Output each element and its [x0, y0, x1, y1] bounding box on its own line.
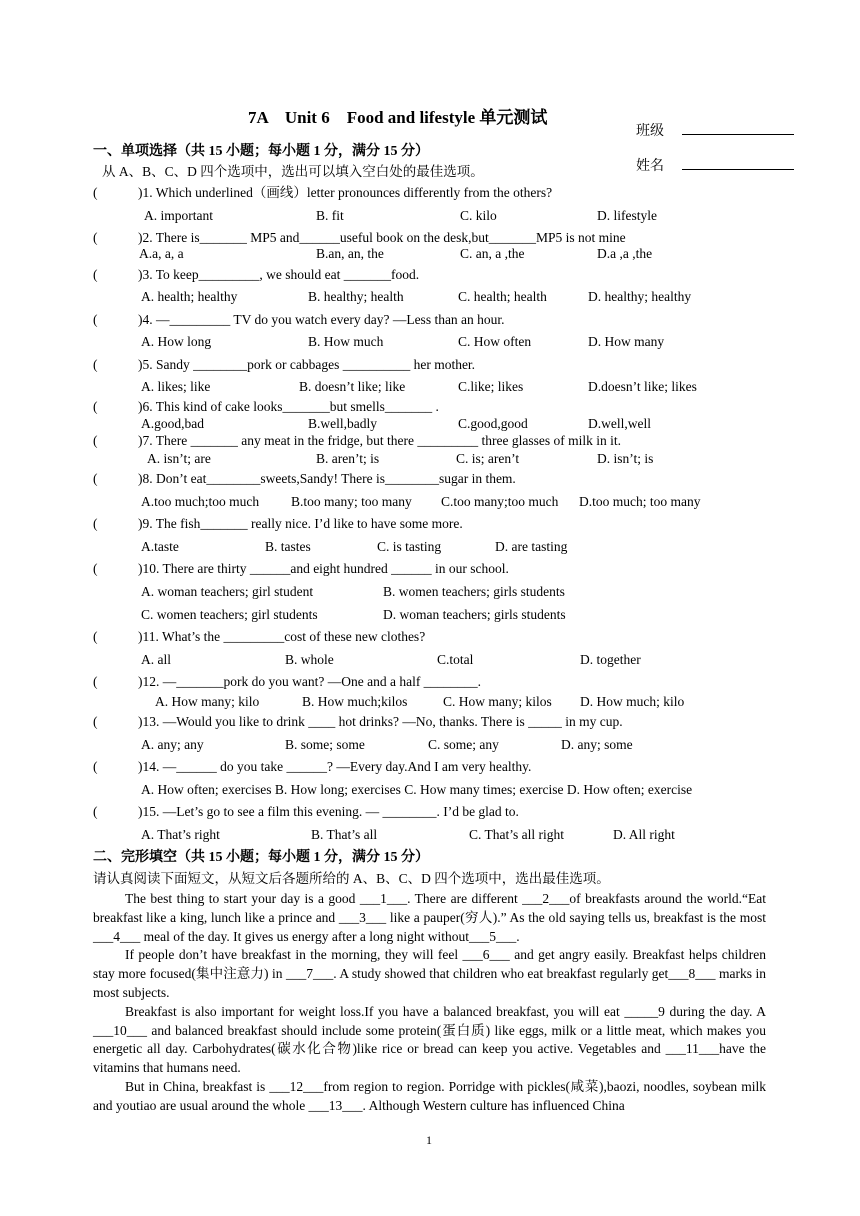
class-label: 班级 [636, 124, 664, 139]
answer-option[interactable]: C. kilo [460, 208, 497, 223]
passage-paragraph: The best thing to start your day is a good ___1___. There are different ___2___of breakfasts around the world.“Eat breakfast like a king, lunch like a prince and ___3___ like a pauper(穷人).” As the old saying tells us, breakfast is the most ___4___ meal of the day. It gives us energy after a long night without___5___. [93, 891, 766, 944]
answer-option[interactable]: D. woman teachers; girls students [383, 607, 566, 622]
name-label: 姓名 [636, 159, 664, 174]
answer-option[interactable]: D. any; some [561, 737, 633, 752]
page-title: 7A Unit 6 Food and lifestyle 单元测试 [248, 108, 548, 127]
answer-option[interactable]: B.well,badly [308, 416, 377, 431]
answer-option[interactable]: C.good,good [458, 416, 528, 431]
passage-paragraph: But in China, breakfast is ___12___from region to region. Porridge with pickles(咸菜),baozi, noodles, soybean milk and youtiao are usual around the whole ___13___. Although Western culture has influenced China [93, 1078, 766, 1113]
answer-option[interactable]: B. How much [308, 334, 384, 349]
answer-option[interactable]: D. How many [588, 334, 665, 349]
answer-option[interactable]: C.too many;too much [441, 494, 559, 509]
answer-option[interactable]: B. healthy; health [308, 289, 404, 304]
answer-option[interactable]: B. tastes [265, 539, 311, 554]
answer-option[interactable]: C. That’s all right [469, 827, 564, 842]
answer-option[interactable]: D. healthy; healthy [588, 289, 692, 304]
answer-option[interactable]: D. All right [613, 827, 675, 842]
section1-instruction: 从 A、B、C、D 四个选项中，选出可以填入空白处的最佳选项。 [102, 164, 484, 179]
cloze-passage [93, 890, 766, 1116]
answer-option[interactable]: B.too many; too many [291, 494, 412, 509]
answer-option[interactable]: B. How much;kilos [302, 694, 408, 709]
answer-option[interactable]: A. isn’t; are [147, 451, 211, 466]
answer-option[interactable]: D. How often; exercise [566, 782, 693, 797]
question-stem: ( )8. Don’t eat________sweets,Sandy! There is________sugar in them. [93, 471, 516, 486]
answer-option[interactable]: C. some; any [428, 737, 499, 752]
answer-option[interactable]: C. is tasting [377, 539, 442, 554]
answer-option[interactable]: A. How often; exercises [141, 782, 272, 797]
question-stem: ( )10. There are thirty ______and eight hundred ______ in our school. [93, 561, 509, 576]
answer-options-row [141, 782, 692, 798]
class-field [636, 122, 794, 140]
answer-option[interactable]: A. health; healthy [141, 289, 238, 304]
answer-option[interactable]: B. women teachers; girls students [383, 584, 565, 599]
answer-option[interactable]: D. isn’t; is [597, 451, 654, 466]
question-stem: ( )2. There is_______ MP5 and______useful book on the desk,but_______MP5 is not mine [93, 230, 626, 245]
section1-heading: 一、单项选择（共 15 小题；每小题 1 分，满分 15 分） [93, 144, 429, 159]
answer-option[interactable]: C. is; aren’t [456, 451, 520, 466]
question-stem: ( )11. What’s the _________cost of these new clothes? [93, 629, 426, 644]
answer-option[interactable]: D.well,well [588, 416, 651, 431]
answer-option[interactable]: C. How many; kilos [443, 694, 552, 709]
answer-option[interactable]: D.a ,a ,the [597, 246, 653, 261]
passage-paragraph: Breakfast is also important for weight loss.If you have a balanced breakfast, you will eat _____9 during the day. A ___10___ and balanced breakfast should include some protein(蛋白质) like eggs, milk or a little meat, which makes you energetic all day. Carbohydrates(碳水化合物)like rice or bread can keep you active. Vegetables and ___11___have the vitamins that humans need. [93, 1003, 766, 1076]
answer-option[interactable]: D. are tasting [495, 539, 568, 554]
answer-option[interactable]: C. How many times; exercise [404, 782, 564, 797]
answer-option[interactable]: D.doesn’t like; likes [588, 379, 697, 394]
question-stem: ( )12. —_______pork do you want? —One and a half ________. [93, 674, 482, 689]
question-stem: ( )3. To keep_________, we should eat _______food. [93, 267, 420, 282]
name-blank[interactable] [682, 157, 794, 170]
answer-option[interactable]: B.an, an, the [316, 246, 384, 261]
passage-paragraph: If people don’t have breakfast in the morning, they will feel ___6___ and get angry easily. Breakfast helps children stay more focused(集中注意力) in ___7___. A study showed that children who eat breakfast regularly get___8___ marks in most subjects. [93, 947, 766, 1000]
answer-option[interactable]: C. How often [458, 334, 532, 349]
question-stem: ( )5. Sandy ________pork or cabbages __________ her mother. [93, 357, 476, 372]
question-stem: ( )9. The fish_______ really nice. I’d like to have some more. [93, 516, 463, 531]
question-stem: ( )14. —______ do you take ______? —Every day.And I am very healthy. [93, 759, 532, 774]
question-stem: ( )6. This kind of cake looks_______but smells_______ . [93, 399, 439, 414]
answer-option[interactable]: A. How many; kilo [155, 694, 260, 709]
answer-option[interactable]: B. How long; exercises [274, 782, 401, 797]
answer-option[interactable]: A.too much;too much [141, 494, 260, 509]
answer-option[interactable]: B. aren’t; is [316, 451, 380, 466]
answer-option[interactable]: A. That’s right [141, 827, 220, 842]
question-stem: ( )15. —Let’s go to see a film this evening. — ________. I’d be glad to. [93, 804, 519, 819]
question-stem: ( )1. Which underlined（画线）letter pronounces differently from the others? [93, 185, 553, 200]
class-blank[interactable] [682, 122, 794, 135]
answer-option[interactable]: A. any; any [141, 737, 204, 752]
answer-option[interactable]: C. an, a ,the [460, 246, 525, 261]
page-number: 1 [426, 1133, 432, 1147]
answer-option[interactable]: D. together [580, 652, 641, 667]
question-stem: ( )13. —Would you like to drink ____ hot drinks? —No, thanks. There is _____ in my cup. [93, 714, 623, 729]
answer-option[interactable]: C.like; likes [458, 379, 524, 394]
answer-option[interactable]: B. That’s all [311, 827, 378, 842]
answer-option[interactable]: A.a, a, a [139, 246, 184, 261]
section2-heading: 二、完形填空（共 15 小题；每小题 1 分，满分 15 分） [93, 850, 429, 865]
answer-option[interactable]: B. doesn’t like; like [299, 379, 406, 394]
answer-option[interactable]: D. How much; kilo [580, 694, 685, 709]
answer-option[interactable]: C.total [437, 652, 474, 667]
answer-option[interactable]: C. health; health [458, 289, 547, 304]
question-stem: ( )4. —_________ TV do you watch every day? —Less than an hour. [93, 312, 505, 327]
answer-option[interactable]: A. likes; like [141, 379, 211, 394]
question-stem: ( )7. There _______ any meat in the fridge, but there _________ three glasses of milk in it. [93, 433, 622, 448]
answer-option[interactable]: B. fit [316, 208, 344, 223]
name-field [636, 157, 794, 175]
answer-option[interactable]: A. all [141, 652, 171, 667]
answer-option[interactable]: B. whole [285, 652, 334, 667]
answer-option[interactable]: A. important [144, 208, 213, 223]
answer-option[interactable]: B. some; some [285, 737, 365, 752]
answer-option[interactable]: A.taste [141, 539, 179, 554]
answer-option[interactable]: D.too much; too many [579, 494, 701, 509]
section2-instruction: 请认真阅读下面短文，从短文后各题所给的 A、B、C、D 四个选项中，选出最佳选项。 [93, 871, 610, 886]
answer-option[interactable]: A. woman teachers; girl student [141, 584, 314, 599]
answer-option[interactable]: D. lifestyle [597, 208, 657, 223]
answer-option[interactable]: C. women teachers; girl students [141, 607, 318, 622]
answer-option[interactable]: A.good,bad [141, 416, 204, 431]
answer-option[interactable]: A. How long [141, 334, 212, 349]
